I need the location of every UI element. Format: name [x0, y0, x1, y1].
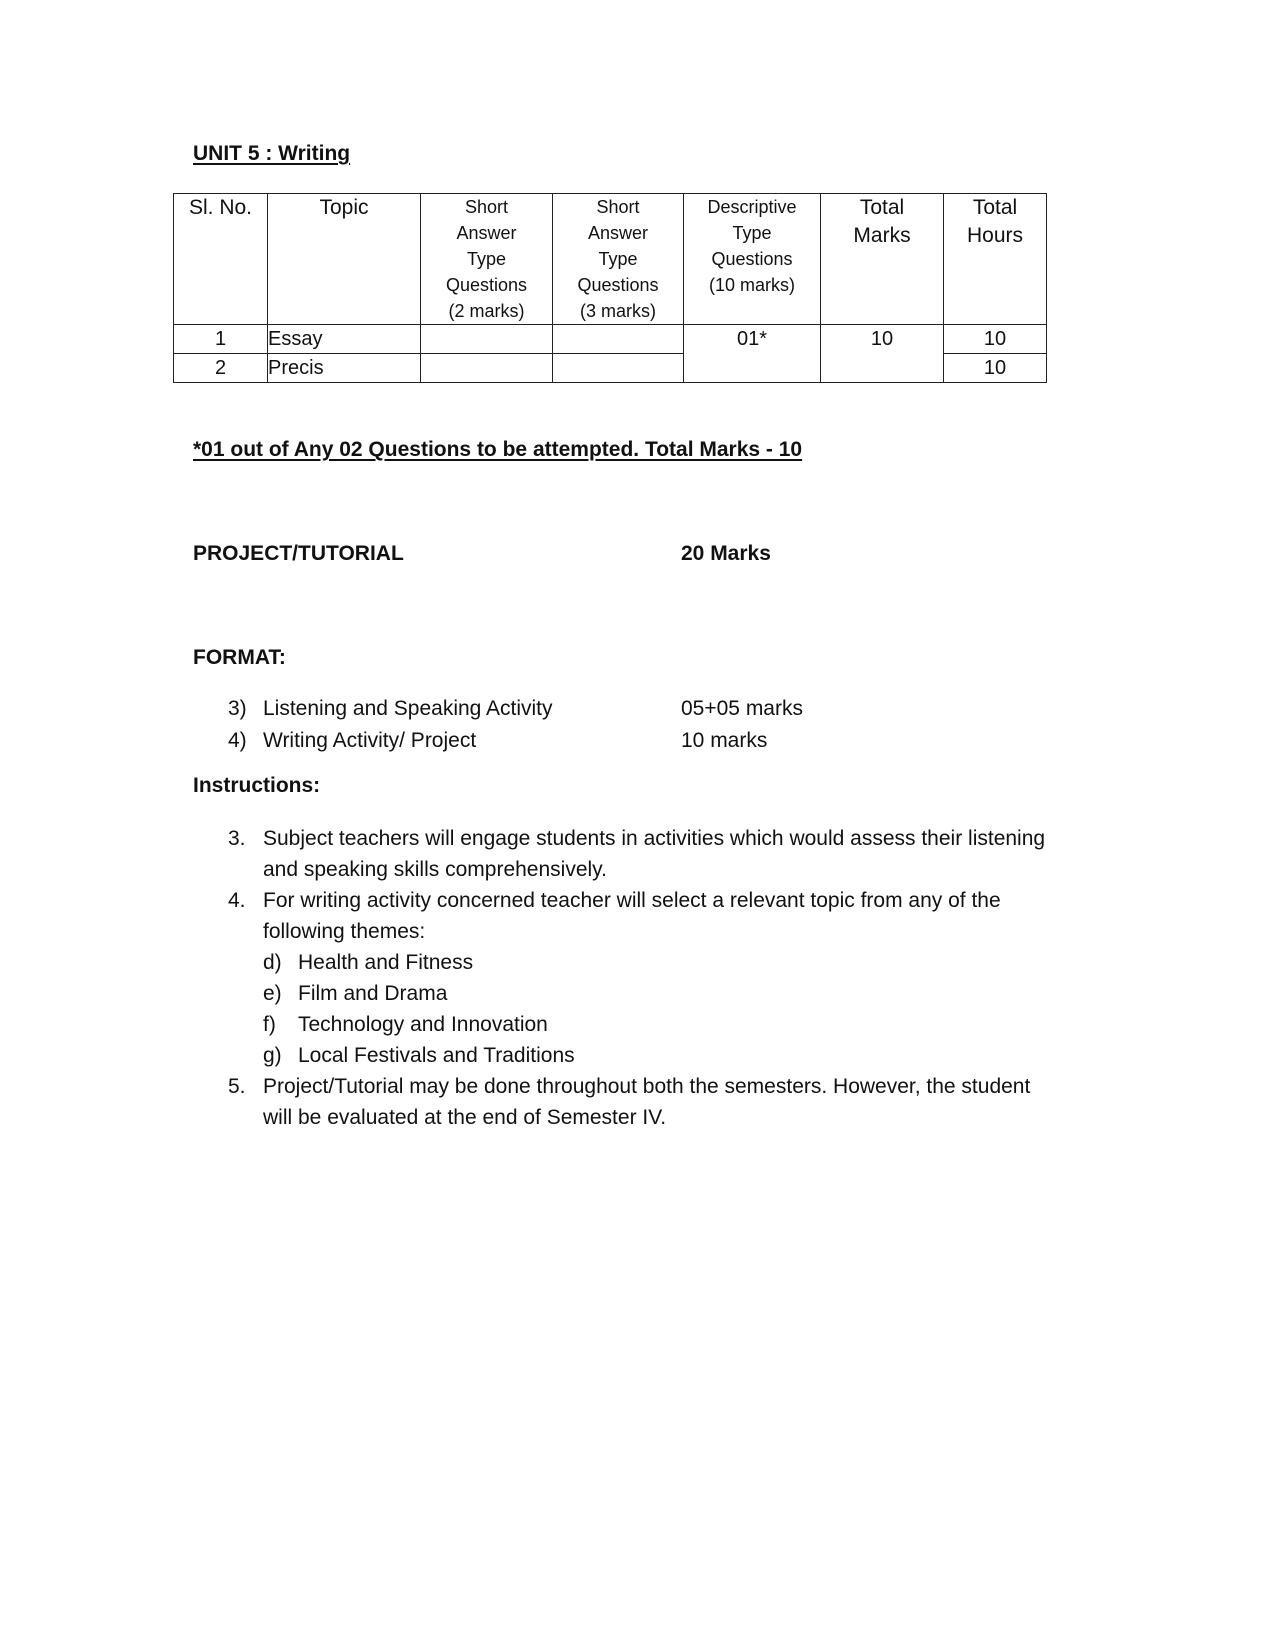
header-line: Short	[596, 197, 640, 217]
header-line: (10 marks)	[708, 275, 795, 295]
format-item-number: 4)	[228, 729, 247, 752]
header-line: Questions	[445, 275, 528, 295]
format-item-marks: 10 marks	[681, 729, 768, 752]
header-line: (2 marks)	[448, 301, 525, 321]
unit-heading: UNIT 5 : Writing	[193, 142, 351, 165]
theme-letter: g)	[263, 1044, 282, 1067]
cell-descriptive: 01*	[684, 325, 821, 383]
header-line: Marks	[853, 224, 911, 247]
header-line: Total	[859, 196, 905, 219]
table-row	[174, 325, 1047, 354]
instruction-line: and speaking skills comprehensively.	[263, 858, 607, 881]
header-line: Type	[466, 249, 507, 269]
header-line: Type	[598, 249, 638, 269]
theme-letter: f)	[263, 1013, 276, 1036]
cell-total-hours: 10	[944, 325, 1047, 354]
cell-sl-no: 1	[174, 325, 268, 354]
header-line: Questions	[711, 249, 793, 269]
theme-item: Technology and Innovation	[298, 1013, 548, 1036]
header-sl-no: Sl. No.	[174, 194, 268, 325]
header-line: Short	[464, 197, 509, 217]
instruction-line: will be evaluated at the end of Semester IV.	[263, 1106, 667, 1129]
cell-total-hours: 10	[944, 354, 1047, 383]
header-line: Answer	[587, 223, 649, 243]
format-item	[228, 693, 247, 724]
theme-letter: d)	[263, 951, 282, 974]
attempt-note: *01 out of Any 02 Questions to be attempted. Total Marks - 10	[193, 438, 803, 461]
project-marks: 20 Marks	[681, 542, 771, 565]
header-line: Hours	[966, 224, 1024, 247]
theme-item: Film and Drama	[298, 982, 448, 1005]
cell-sl-no: 2	[174, 354, 268, 383]
header-line: Total	[972, 196, 1018, 219]
marks-table	[173, 193, 1047, 383]
format-heading: FORMAT:	[193, 646, 286, 669]
cell-short-answer-3	[553, 325, 684, 354]
cell-topic: Essay	[268, 325, 421, 354]
format-item-text: Listening and Speaking Activity	[263, 697, 553, 720]
format-item-text: Writing Activity/ Project	[263, 729, 477, 752]
header-short-answer-3	[553, 194, 684, 325]
cell-short-answer-2	[421, 354, 553, 383]
project-label: PROJECT/TUTORIAL	[193, 542, 404, 565]
table-header-row	[174, 194, 1047, 325]
instruction-number: 5.	[228, 1075, 246, 1098]
instruction-line: following themes:	[263, 920, 426, 943]
cell-topic: Precis	[268, 354, 421, 383]
header-line: (3 marks)	[580, 301, 656, 321]
theme-item: Health and Fitness	[298, 951, 474, 974]
instruction-line: Project/Tutorial may be done throughout both the semesters. However, the student	[263, 1075, 1031, 1098]
header-descriptive	[684, 194, 821, 325]
header-short-answer-2	[421, 194, 553, 325]
theme-item: Local Festivals and Traditions	[298, 1044, 575, 1067]
instructions-heading: Instructions:	[193, 774, 321, 797]
header-total-hours	[944, 194, 1047, 325]
cell-short-answer-3	[553, 354, 684, 383]
theme-letter: e)	[263, 982, 282, 1005]
instruction-number: 3.	[228, 827, 246, 850]
format-item-marks: 05+05 marks	[681, 697, 803, 720]
header-line: Answer	[456, 223, 517, 243]
header-line: Descriptive	[707, 197, 797, 217]
instruction-line: Subject teachers will engage students in activities which would assess their listening	[263, 827, 1046, 850]
cell-total-marks: 10	[821, 325, 944, 383]
format-item	[228, 725, 247, 756]
header-line: Type	[732, 223, 772, 243]
format-item-number: 3)	[228, 697, 247, 720]
instruction-number: 4.	[228, 889, 246, 912]
header-topic: Topic	[268, 194, 421, 325]
header-total-marks	[821, 194, 944, 325]
cell-short-answer-2	[421, 325, 553, 354]
header-line: Questions	[577, 275, 659, 295]
instruction-line: For writing activity concerned teacher will select a relevant topic from any of the	[263, 889, 1001, 912]
